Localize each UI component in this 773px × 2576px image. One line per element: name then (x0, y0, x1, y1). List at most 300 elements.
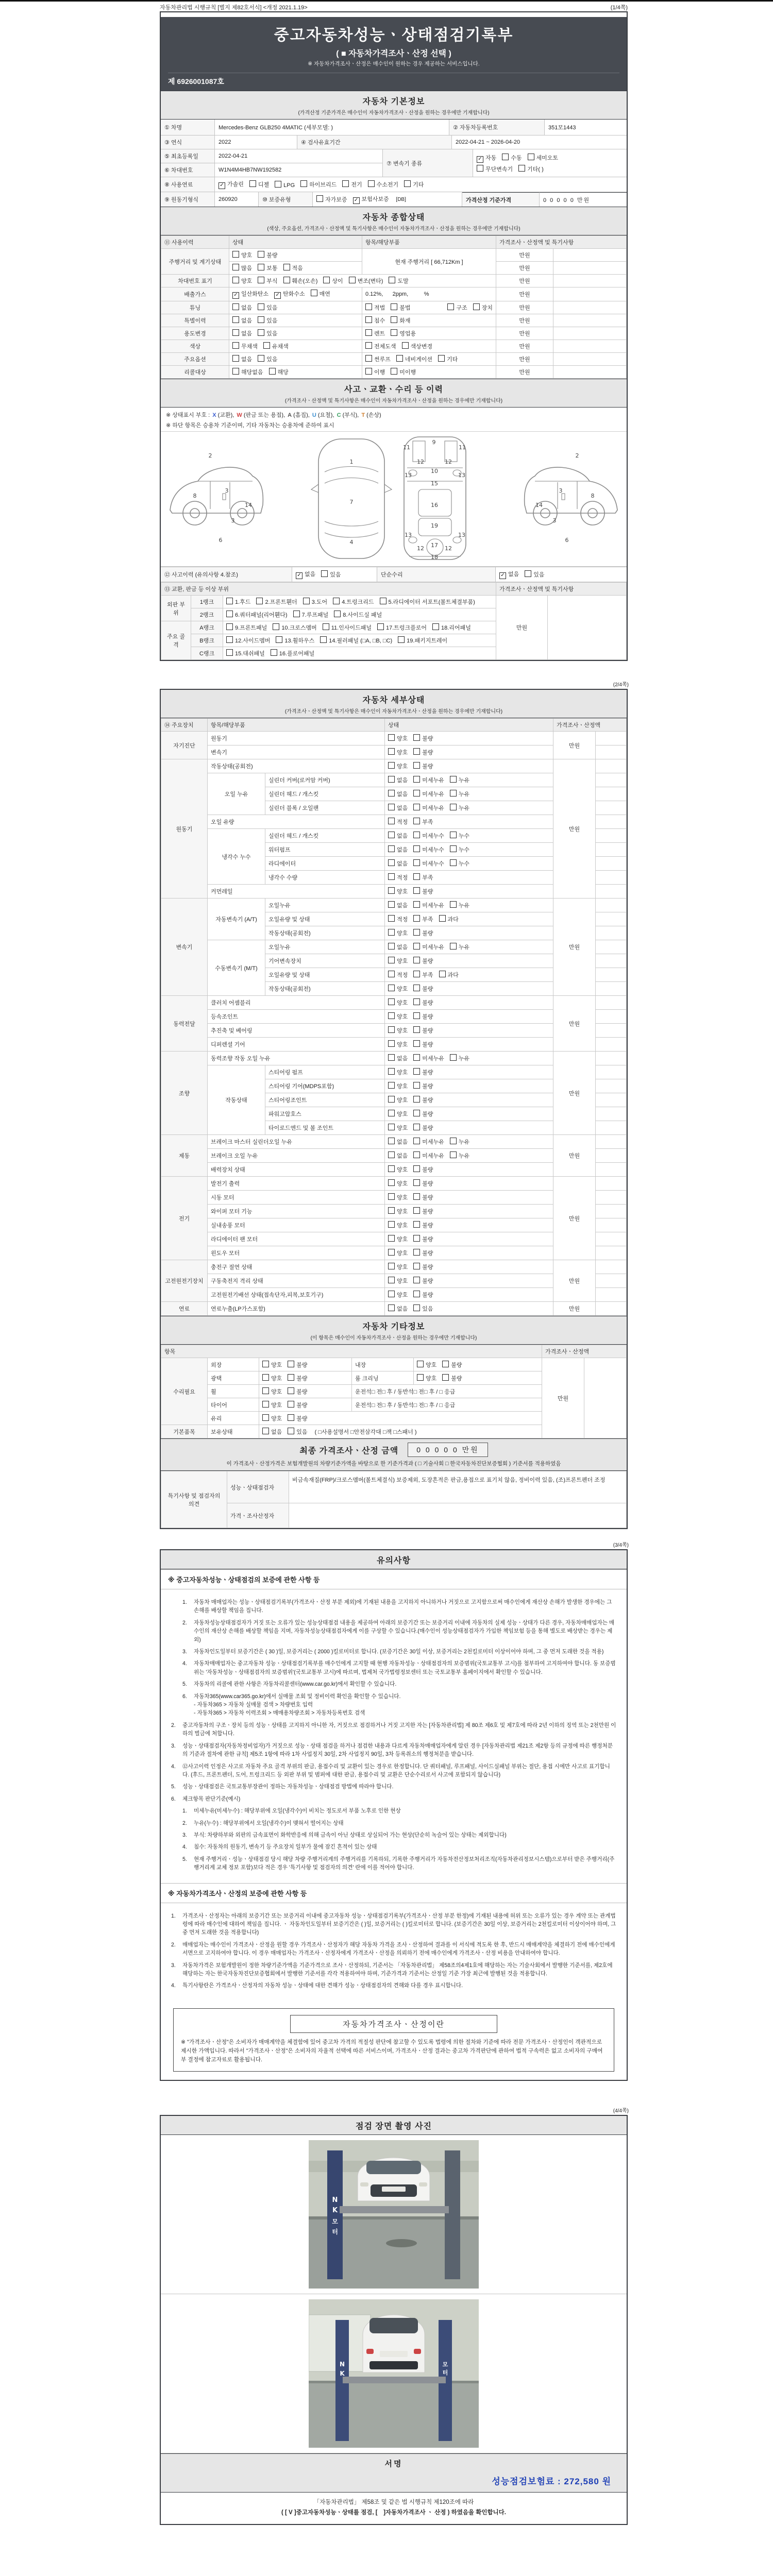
checkbox-option[interactable]: ✓ 탄화수소 (274, 290, 305, 299)
checkbox-option[interactable]: 있음 (413, 1304, 433, 1313)
checkbox-option[interactable]: 미세누유 (413, 804, 444, 812)
accident-history-row (161, 567, 627, 582)
basic-info-note: (가격산정 기준가격은 매수인이 자동차가격조사ㆍ산정을 원하는 경우에만 기재합니다) (298, 110, 490, 116)
checkbox-option[interactable]: 전체도색 (365, 342, 396, 350)
checkbox-option[interactable]: 불량 (413, 1124, 433, 1132)
checkbox-option[interactable]: 없음 (388, 832, 408, 840)
checkbox-option[interactable]: 없음 (388, 1151, 408, 1160)
checkbox-option[interactable]: 불량 (413, 1291, 433, 1299)
row-label: 배출가스 (161, 287, 229, 301)
checkbox-option[interactable]: 양호 (388, 887, 408, 895)
checkbox-option[interactable]: 무단변속기 (477, 165, 513, 173)
checkbox-option[interactable]: 자가보증 (316, 195, 347, 204)
memo-cell (553, 353, 627, 366)
checkbox-option[interactable]: 불량 (413, 1165, 433, 1174)
checkbox-option[interactable]: 양호 (388, 1040, 408, 1048)
checkbox-option[interactable]: 양호 (388, 1291, 408, 1299)
col-header: 상태 (229, 236, 362, 249)
checkbox-option[interactable]: 17.트렁크플로어 (377, 623, 427, 632)
checkbox-option[interactable]: 없음 (232, 303, 252, 312)
notice-item: 3. 자동차가격은 보험개발원이 정한 차량기준가액을 기준가격으로 조사ㆍ산정하되, 기준서는 「자동차관리법」 제58조의4제1호에 해당하는 자는 기술사회에서 발행한 기준서를, 제2호에 해당하는 자는 한국자동차진단보증협회에서 발행한 기준서를 각각 적용하여야 하며, 기준가격과 기준서는 산정일 기준 가장 최근에 발행된 것을 적용합니다. (171, 1962, 613, 1977)
inspector-label: 성능ㆍ상태점검자 (227, 1471, 289, 1503)
state-options (385, 926, 553, 940)
checkbox-option[interactable]: 양호 (262, 1401, 282, 1409)
checkbox-option[interactable]: 보통 (258, 264, 277, 272)
checkbox-option[interactable]: 양호 (388, 1082, 408, 1090)
memo-cell (596, 885, 627, 899)
checkbox-option[interactable]: 불량 (413, 985, 433, 993)
checkbox-option[interactable]: 양호 (232, 251, 252, 259)
checkbox-option[interactable]: 양호 (388, 1277, 408, 1285)
checkbox-option[interactable]: 1.후드 (226, 598, 250, 606)
state-options (385, 1121, 553, 1135)
item-label: 충전구 절연 상태 (208, 1260, 385, 1274)
checkbox-option[interactable]: 불량 (413, 1110, 433, 1118)
checkbox-option[interactable]: 양호 (388, 1221, 408, 1229)
diagram-part-number: 2 (208, 452, 212, 459)
checkbox-option[interactable]: 불량 (413, 1096, 433, 1104)
checkbox-option[interactable]: 불량 (413, 929, 433, 937)
checkbox-option[interactable]: 양호 (232, 277, 252, 285)
checkbox-option[interactable]: 미세누수 (413, 859, 444, 868)
diagram-part-number: 1 (349, 459, 354, 465)
diagram-part-number: 8 (193, 493, 197, 499)
checkbox-option[interactable]: 양호 (388, 1096, 408, 1104)
checkbox-option[interactable]: 8.사이드실 패널 (334, 611, 382, 619)
checkbox-option[interactable]: 미세누유 (413, 776, 444, 784)
checkbox-option[interactable]: 양호 (388, 1207, 408, 1215)
diagram-part-number: 12 (445, 545, 452, 552)
checkbox-option[interactable]: 누수 (450, 859, 469, 868)
checkbox-option[interactable]: ✓ 없음 (296, 570, 315, 579)
notice-subitem: 4. 침수: 자동차의 원동기, 변속기 등 주요장치 일부가 물에 잠긴 흔적이 있는 상태 (182, 1844, 377, 1851)
checkbox-option[interactable]: 미이행 (391, 368, 416, 376)
checkbox-option[interactable]: 불량 (413, 1207, 433, 1215)
diagram-part-number: 12 (445, 459, 452, 465)
checkbox-option[interactable]: 없음 (232, 355, 252, 363)
item-label: 라디에이터 팬 모터 (208, 1232, 385, 1246)
item-label: 오일 유량 (208, 815, 385, 829)
memo-cell (596, 857, 627, 871)
item-label: 스티어링조인트 (265, 1093, 385, 1107)
checkbox-option[interactable]: 불량 (413, 1221, 433, 1229)
checkbox-option[interactable]: 부족 (413, 818, 433, 826)
checkbox-option[interactable]: 썬루프 (365, 355, 391, 363)
price-cell: 만원 (496, 340, 553, 353)
checkbox-option[interactable]: 불량 (413, 1068, 433, 1076)
checkbox-option[interactable]: 11.인사이드패널 (323, 623, 372, 632)
checkbox-option[interactable]: 양호 (388, 1193, 408, 1201)
basic-items-options: 없음 있음 ( □사용설명서 □안전삼각대 □잭 □스패너 ) (259, 1425, 542, 1438)
checkbox-option[interactable]: 있음 (258, 303, 277, 312)
diagram-part-number: 14 (245, 502, 252, 509)
inspection-photo-front (161, 2135, 627, 2294)
checkbox-option[interactable]: 불량 (413, 748, 433, 756)
checkbox-option[interactable]: 색상변경 (402, 342, 433, 350)
rank-label: 2랭크 (191, 608, 223, 621)
diagram-part-number: 6 (219, 537, 223, 544)
checkbox-option[interactable]: 미세누유 (413, 1054, 444, 1062)
item-label: 브레이크 마스터 실린더오일 누유 (208, 1135, 385, 1149)
checkbox-option[interactable]: 2.프론트휀더 (256, 598, 297, 606)
checkbox-option[interactable]: 변조(변타) (349, 277, 383, 285)
memo-cell (596, 1260, 627, 1274)
checkbox-option[interactable]: 화재 (391, 316, 410, 325)
checkbox-option[interactable]: 불량 (288, 1374, 307, 1382)
memo-cell (596, 899, 627, 912)
checkbox-option[interactable]: 디젤 (249, 180, 269, 189)
engine-type-value: 260920 (215, 192, 259, 207)
checkbox-option[interactable]: 불량 (413, 1193, 433, 1201)
checkbox-option[interactable]: LPG (275, 181, 295, 189)
memo-cell (553, 249, 627, 262)
item-label: 스티어링 펌프 (265, 1065, 385, 1079)
checkbox-option[interactable]: 양호 (388, 1165, 408, 1174)
row-label: 주행거리 및 계기상태 (161, 249, 229, 275)
checkbox-option[interactable]: 누유 (450, 901, 469, 909)
checkbox-option[interactable]: 불량 (288, 1361, 307, 1369)
checkbox-option[interactable]: 누유 (450, 776, 469, 784)
item-label: 실린더 헤드 / 개스킷 (265, 829, 385, 843)
checkbox-option[interactable]: 없음 (388, 790, 408, 798)
checkbox-option[interactable]: 불법 (391, 303, 410, 312)
col-header: 가격조사ㆍ산정액 (542, 1345, 627, 1358)
memo-cell (596, 996, 627, 1010)
checkbox-option[interactable]: 부족 (413, 915, 433, 923)
checkbox-option[interactable]: 없음 (388, 776, 408, 784)
price-cell: 만원 (496, 301, 553, 314)
checkbox-option[interactable]: 7.루프패널 (293, 611, 329, 619)
svg-text:K: K (340, 2370, 345, 2377)
checkbox-option[interactable]: 미세누유 (413, 943, 444, 951)
notice-subitem: 2. 누유(누수) : 해당부위에서 오일(냉각수)이 맺혀서 떨어지는 상태 (182, 1820, 344, 1826)
checkbox-option[interactable]: 구조 (447, 303, 467, 312)
checkbox-option[interactable]: 네비게이션 (396, 355, 432, 363)
notice-subitem: 1. 미세누유(미세누수) : 해당부위에 오일(냉각수)이 비치는 정도로서 부품 노후로 인한 현상 (182, 1808, 401, 1815)
item-options (362, 301, 496, 314)
footer-line2: ( [ V ]중고자동차성능ㆍ상태를 점검, [ ]자동차가격조사 ㆍ 산정 ) 하였음을 확인합니다. (281, 2509, 506, 2516)
checkbox-option[interactable]: 18.리어패널 (432, 623, 471, 632)
checkbox-option[interactable]: 양호 (388, 929, 408, 937)
price-cell: 만원 (542, 1358, 584, 1438)
checkbox-option[interactable]: 양호 (417, 1361, 436, 1369)
checkbox-option[interactable]: 불량 (288, 1414, 307, 1422)
checkbox-option[interactable]: 14.필러패널 (□A, □B, □C) (320, 636, 392, 645)
checkbox-option[interactable]: 누유 (450, 1138, 469, 1146)
checkbox-option[interactable]: 해당없음 (232, 368, 263, 376)
checkbox-option[interactable]: 많음 (232, 264, 252, 272)
notice-subitem: 3. 부식: 차량하부와 외판의 금속표면이 화학반응에 의해 금속이 아닌 상태로 상실되어 가는 현상(단순히 녹슬어 있는 상태는 제외합니다) (182, 1832, 507, 1838)
checkbox-option[interactable]: 불량 (413, 1012, 433, 1021)
checkbox-option[interactable]: 유채색 (263, 342, 289, 350)
checkbox-option[interactable]: 양호 (388, 734, 408, 742)
checkbox-option[interactable]: 양호 (388, 1235, 408, 1243)
detail-band (161, 690, 627, 718)
checkbox-option[interactable]: 과다 (439, 915, 459, 923)
other-note: (이 항목은 매수인이 자동차가격조사ㆍ산정을 원하는 경우에만 기재합니다) (310, 1335, 477, 1341)
inspection-period-value: 2022-04-21 ~ 2026-04-20 (456, 139, 520, 145)
checkbox-option[interactable]: 5.라디에이터 서포트(볼트체결부품) (380, 598, 475, 606)
state-options (385, 899, 553, 912)
checkbox-option[interactable]: 미세누유 (413, 1151, 444, 1160)
checkbox-option[interactable]: 없음 (232, 316, 252, 325)
checkbox-option[interactable]: 적정 (388, 818, 408, 826)
checkbox-option[interactable]: 해당 (269, 368, 289, 376)
checkbox-option[interactable]: 불량 (442, 1361, 462, 1369)
state-options (229, 340, 362, 353)
state-options (414, 1358, 542, 1371)
checkbox-option[interactable]: 불량 (413, 1026, 433, 1035)
checkbox-option[interactable]: 양호 (388, 1124, 408, 1132)
notice-item: 4. 특기사항란은 가격조사ㆍ산정자의 자동차 성능ㆍ상태에 대한 견해가 성능ㆍ상태점검자의 견해와 다를 경우 표시합니다. (171, 1982, 463, 1989)
checkbox-option[interactable]: 양호 (388, 998, 408, 1007)
checkbox-option[interactable]: 전기 (342, 180, 362, 189)
memo-cell (596, 759, 627, 773)
checkbox-option[interactable]: 없음 (262, 1428, 282, 1436)
checkbox-option[interactable]: 있음 (258, 355, 277, 363)
checkbox-option[interactable]: 적정 (388, 915, 408, 923)
checkbox-option[interactable]: 15.대쉬패널 (226, 649, 265, 657)
checkbox-option[interactable]: 부족 (413, 873, 433, 882)
price-cell: 만원 (496, 287, 553, 301)
checkbox-option[interactable]: 양호 (388, 985, 408, 993)
notice-item: 5. 성능ㆍ상태점검은 국토교통부장관이 정하는 자동차성능ㆍ상태점검 방법에 따라야 합니다. (171, 1784, 394, 1790)
price-cell: 만원 (553, 1177, 596, 1260)
checkbox-option[interactable]: ✓ 일산화탄소 (232, 290, 268, 299)
state-options (385, 885, 553, 899)
checkbox-option[interactable]: 없음 (388, 1138, 408, 1146)
notice-item: 6. 자동차365(www.car365.go.kr)에서 실매물 조회 및 정비이력 확인을 확인할 수 있습니다. - 자동차365 > 자동차 실매물 검색 > 차량번호 입력 - 자동차365 > 자동차 이력조회 > 매매용차량조회 > 자동차등록번호 검색 (182, 1693, 401, 1717)
checkbox-option[interactable]: 수동 (502, 154, 522, 162)
checkbox-option[interactable]: 불량 (413, 762, 433, 770)
checkbox-option[interactable]: 양호 (262, 1387, 282, 1396)
checkbox-option[interactable]: 없음 (388, 1304, 408, 1313)
checkbox-option[interactable]: 불량 (413, 734, 433, 742)
checkbox-option[interactable]: 불량 (413, 957, 433, 965)
checkbox-option[interactable]: 양호 (262, 1414, 282, 1422)
memo-cell (596, 1274, 627, 1288)
checkbox-option[interactable]: 양호 (388, 748, 408, 756)
legend-code-T: T (361, 412, 365, 418)
checkbox-option[interactable]: 세미오토 (528, 154, 559, 162)
checkbox-option[interactable]: 없음 (232, 329, 252, 337)
lift-brand-text-2: N (339, 2361, 345, 2368)
checkbox-option[interactable]: 누유 (450, 804, 469, 812)
checkbox-option[interactable]: 기타 (404, 180, 424, 189)
final-price-note: 이 가격조사ㆍ산정가격은 보험개발원의 차량기준가액을 바탕으로 한 기준가격과 ( □ 기술사회 □ 한국자동차진단보증협회 ) 기준서를 적용하였음 (226, 1461, 561, 1467)
checkbox-option[interactable]: 양호 (262, 1361, 282, 1369)
checkbox-option[interactable]: 불량 (413, 1082, 433, 1090)
notice-item: 2. 자동차성능상태점검자가 거짓 또는 오류가 있는 성능상태점검 내용을 제공하여 아래의 보증기간 또는 보증거리 이내에 자동차의 실제 성능ㆍ상태가 다른 경우, 자동차매매업자는 매수인의 재산상 손해를 배상할 책임을 지며, 자동차성능상태점검자에게 이를 구상할 수 있습니다.(매수인이 성능상태점검자가 가입한 책임보험 등을 통해 별도로 배상받는 경우는 제외) (182, 1619, 615, 1643)
checkbox-option[interactable]: 없음 (388, 804, 408, 812)
checkbox-option[interactable]: 무채색 (232, 342, 258, 350)
checkbox-option[interactable]: 훼손(오손) (283, 277, 318, 285)
checkbox-option[interactable]: ✓ 보험사보증 (353, 195, 389, 204)
simple-repair-options (496, 567, 627, 582)
field-label: ⑩ 보증유형 (259, 192, 313, 207)
checkbox-option[interactable]: 누유 (450, 1054, 469, 1062)
checkbox-option[interactable]: 미세누유 (413, 1138, 444, 1146)
checkbox-option[interactable]: 누수 (450, 832, 469, 840)
state-options (259, 1412, 542, 1425)
notice-item: 2. 매매업자는 매수인이 가격조사ㆍ산정을 원할 경우 가격조사ㆍ산정자가 해당 자동차 가격을 조사ㆍ산정하여 결과를 이 서식에 적도록 한 후, 반드시 매매계약을 체결하기 전에 매수인에게 서면으로 고지하여야 합니다. 이 경우 매매업자는 가격조사ㆍ산정자에게 가격조사ㆍ산정을 의뢰하기 전에 매수인에게 가격조사ㆍ산정 비용을 안내하여야 합니다. (171, 1941, 615, 1957)
checkbox-option[interactable]: 있음 (258, 329, 277, 337)
item-label: 내장 (352, 1358, 414, 1371)
checkbox-option[interactable]: 불량 (413, 1040, 433, 1048)
title-header (161, 15, 627, 91)
checkbox-option[interactable]: 없음 (388, 1054, 408, 1062)
checkbox-option[interactable]: 없음 (388, 859, 408, 868)
checkbox-option[interactable]: 미세누수 (413, 845, 444, 854)
checkbox-option[interactable]: 적정 (388, 873, 408, 882)
checkbox-option[interactable]: 없음 (388, 901, 408, 909)
checkbox-option[interactable]: 불량 (413, 887, 433, 895)
checkbox-option[interactable]: ✓ 가솔린 (219, 180, 244, 189)
checkbox-option[interactable]: 양호 (388, 1012, 408, 1021)
item-label: 변속기 (208, 745, 385, 759)
checkbox-option[interactable]: 19.패키지트레이 (398, 636, 447, 645)
checkbox-option[interactable]: 양호 (388, 1110, 408, 1118)
checkbox-option[interactable]: 불량 (413, 1179, 433, 1188)
state-options (385, 1302, 553, 1316)
checkbox-option[interactable]: 침수 (365, 316, 385, 325)
checkbox-option[interactable]: 누유 (450, 790, 469, 798)
checkbox-option[interactable]: 상이 (323, 277, 343, 285)
checkbox-option[interactable]: 10.크로스멤버 (273, 623, 316, 632)
checkbox-option[interactable]: 기타 (438, 355, 458, 363)
notice-item: 1. 가격조사ㆍ산정자는 아래의 보증기간 또는 보증거리 이내에 중고자동차 성능ㆍ상태점검기록부(가격조사ㆍ산정 부분 한정)에 기재된 내용에 허위 또는 오류가 있는 경우 계약 또는 관계법령에 따라 매수인에 대하여 책임을 집니다. ㆍ 자동차인도일부터 보증기간은 ( )일, 보증거리는 ( )킬로미터로 합니다. (보증기간은 30일 이상, 보증거리는 2천킬로미터 이상이어야 하며, 그 중 먼저 도래한 것을 적용합니다) (171, 1912, 616, 1936)
checkbox-option[interactable]: 양호 (262, 1374, 282, 1382)
memo-cell (596, 815, 627, 829)
diagram-part-number: 18 (431, 554, 438, 561)
checkbox-option[interactable]: 9.프론트패널 (226, 623, 267, 632)
checkbox-option[interactable]: 없음 (388, 943, 408, 951)
checkbox-option[interactable]: 양호 (388, 1249, 408, 1257)
checkbox-option[interactable]: 적법 (365, 303, 385, 312)
checkbox-option[interactable]: 영업용 (391, 329, 416, 337)
detail-block (160, 689, 628, 1529)
signature-section (161, 2453, 627, 2492)
checkbox-option[interactable]: 불량 (288, 1401, 307, 1409)
state-options (229, 327, 362, 340)
memo-cell (584, 1358, 627, 1438)
checkbox-option[interactable]: 있음 (525, 570, 544, 579)
holding-state-label: 보유상태 (208, 1425, 259, 1438)
checkbox-option[interactable]: 하이브리드 (300, 180, 337, 189)
checkbox-option[interactable]: 매연 (311, 290, 330, 298)
detail-title: 자동차 세부상태 (362, 696, 425, 705)
checkbox-option[interactable]: 양호 (388, 1026, 408, 1035)
device-group-label: 제동 (161, 1135, 208, 1177)
checkbox-option[interactable]: 양호 (388, 1068, 408, 1076)
checkbox-option[interactable]: 13.휠하우스 (276, 636, 314, 645)
device-group-label: 자기진단 (161, 732, 208, 759)
row-label: 색상 (161, 340, 229, 353)
checkbox-option[interactable]: 미세누유 (413, 790, 444, 798)
field-label: ① 차명 (161, 120, 215, 135)
accident-note: (가격조사ㆍ산정액 및 특기사항은 매수인이 자동차가격조사ㆍ산정을 원하는 경우에만 기재합니다) (284, 398, 503, 404)
checkbox-option[interactable]: 12.사이드멤버 (226, 636, 270, 645)
car-name-value: Mercedes-Benz GLB250 4MATIC (세부모델: ) (215, 120, 449, 135)
item-options (362, 340, 496, 353)
checkbox-option[interactable]: 이행 (365, 368, 385, 376)
item-label: 광택 (208, 1371, 259, 1385)
checkbox-option[interactable]: 기타( ) (518, 165, 544, 173)
checkbox-option[interactable]: ✓ 자동 (477, 154, 496, 163)
checkbox-option[interactable]: 수소전기 (368, 180, 399, 189)
checkbox-option[interactable]: 16.플로어패널 (271, 649, 314, 657)
field-label: ⑨ 원동기형식 (161, 192, 215, 207)
device-group-label: 연료 (161, 1302, 208, 1316)
item-label: 휠 (208, 1385, 259, 1398)
notices-part1-body (161, 1589, 627, 1883)
state-options (385, 954, 553, 968)
checkbox-option[interactable]: 양호 (388, 957, 408, 965)
checkbox-option[interactable]: 불량 (413, 1235, 433, 1243)
accident-options (292, 567, 377, 582)
rank-items (223, 596, 496, 608)
checkbox-option[interactable]: 있음 (288, 1428, 307, 1436)
checkbox-option[interactable]: 누수 (450, 845, 469, 854)
checkbox-option[interactable]: 불량 (413, 1263, 433, 1271)
page-label-4: (4/4쪽) (613, 2108, 629, 2114)
checkbox-option[interactable]: 불량 (288, 1387, 307, 1396)
subgroup-label: 작동상태 (208, 1065, 265, 1135)
checkbox-option[interactable]: 도말 (389, 277, 408, 285)
checkbox-option[interactable]: 적정 (388, 971, 408, 979)
checkbox-option[interactable]: 양호 (388, 1179, 408, 1188)
svg-text:모: 모 (442, 2361, 448, 2368)
checkbox-option[interactable]: 불량 (413, 1277, 433, 1285)
checkbox-option[interactable]: 없음 (388, 845, 408, 854)
checkbox-option[interactable]: 있음 (258, 316, 277, 325)
checkbox-option[interactable]: 부식 (258, 277, 277, 285)
checkbox-option[interactable]: 미세누수 (413, 832, 444, 840)
checkbox-option[interactable]: 불량 (413, 998, 433, 1007)
checkbox-option[interactable]: 렌트 (365, 329, 385, 337)
checkbox-option[interactable]: 4.트렁크리드 (333, 598, 374, 606)
checkbox-option[interactable]: 있음 (321, 570, 341, 579)
rank-label: C랭크 (191, 647, 223, 660)
price-cell: 만원 (496, 366, 553, 379)
row-label: 주요옵션 (161, 353, 229, 366)
checkbox-option[interactable]: 양호 (388, 1263, 408, 1271)
checkbox-option[interactable]: ✓ 없음 (499, 570, 519, 579)
repair-needed-label: 수리필요 (161, 1358, 208, 1425)
checkbox-option[interactable]: 불량 (258, 251, 277, 259)
checkbox-option[interactable]: 누유 (450, 1151, 469, 1160)
checkbox-option[interactable]: 불량 (442, 1374, 462, 1382)
checkbox-option[interactable]: 부족 (413, 971, 433, 979)
memo-cell (596, 801, 627, 815)
checkbox-option[interactable]: 누유 (450, 943, 469, 951)
checkbox-option[interactable]: 과다 (439, 971, 459, 979)
checkbox-option[interactable]: 양호 (388, 762, 408, 770)
checkbox-option[interactable]: 미세누유 (413, 901, 444, 909)
checkbox-option[interactable]: 불량 (413, 1249, 433, 1257)
checkbox-option[interactable]: 장치 (473, 303, 493, 312)
state-options (259, 1385, 352, 1398)
memo-cell (553, 262, 627, 275)
checkbox-option[interactable]: 6.쿼터패널(리어휀다) (226, 611, 288, 619)
state-options (385, 1024, 553, 1038)
item-label: 오일유량 및 상태 (265, 912, 385, 926)
notices-part1-header: ※ 중고자동차성능ㆍ상태점검의 보증에 관한 사항 등 (161, 1569, 627, 1589)
checkbox-option[interactable]: 3.도어 (303, 598, 327, 606)
checkbox-option[interactable]: 양호 (417, 1374, 436, 1382)
checkbox-option[interactable]: 적음 (283, 264, 303, 272)
svg-text:터: 터 (442, 2369, 448, 2376)
